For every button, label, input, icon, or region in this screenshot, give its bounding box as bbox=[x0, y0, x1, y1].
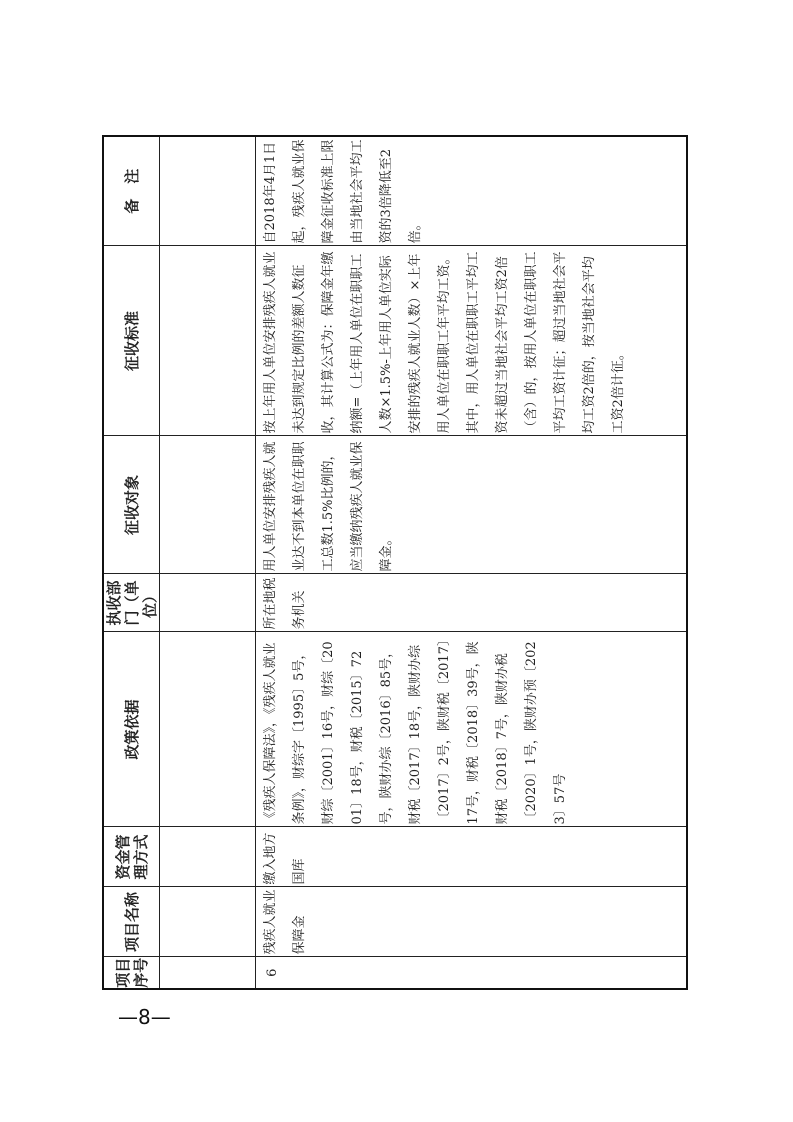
header-object: 征收对象 bbox=[103, 436, 160, 574]
header-basis: 政策依据 bbox=[103, 632, 160, 827]
header-note: 备 注 bbox=[103, 136, 160, 246]
row-note: 自2018年4月1日起，残疾人就业保障金征收标准上限由当地社会平均工资的3倍降低至2倍。 bbox=[256, 136, 688, 246]
header-standard: 征收标准 bbox=[103, 246, 160, 436]
table-row bbox=[256, 136, 688, 989]
page-number: —8— bbox=[118, 1005, 171, 1029]
row-mgmt: 缴入地方国库 bbox=[256, 827, 688, 887]
row-standard: 按上年用人单位安排残疾人就业未达到规定比例的差额人数征收，其计算公式为：保障金年缴纳额=（上年用人单位在职职工人数×1.5%-上年用人单位实际安排的残疾人就业人数）×上年用人单位在职职工年平均工资。其中，用人单位在职职工平均工资未超过当地社会平均工资2倍（含）的，按用人单位在职职工平均工资计征；超过当地社会平均工资2倍的，按当地社会平均工资2倍计征。 bbox=[256, 246, 688, 436]
row-num: 6 bbox=[256, 957, 688, 989]
header-name: 项目名称 bbox=[103, 887, 160, 957]
header-num: 项目序号 bbox=[103, 957, 160, 989]
row-dept: 所在地税务机关 bbox=[256, 574, 688, 632]
header-dept: 执收部门（单位） bbox=[103, 574, 160, 632]
spacer-row bbox=[160, 136, 256, 989]
header-row bbox=[103, 136, 160, 989]
row-object: 用人单位安排残疾人就业达不到本单位在职职工总数1.5%比例的，应当缴纳残疾人就业保障金。 bbox=[256, 436, 688, 574]
fee-table bbox=[102, 135, 688, 990]
header-mgmt: 资金管理方式 bbox=[103, 827, 160, 887]
row-basis: 《残疾人保障法》，《残疾人就业条例》，财综字〔1995〕5号，财综〔2001〕16号，财综〔2001〕18号，财税〔2015〕72号，陕财办综〔2016〕85号，财税〔2017〕18号，陕财办综〔2017〕2号，陕财税〔2017〕17号，财税〔2018〕39号，陕财税〔2018〕7号，陕财办税〔2020〕1号，陕财办预〔2023〕57号 bbox=[256, 632, 688, 827]
fee-table-rotated bbox=[102, 135, 688, 990]
row-name: 残疾人就业保障金 bbox=[256, 887, 688, 957]
